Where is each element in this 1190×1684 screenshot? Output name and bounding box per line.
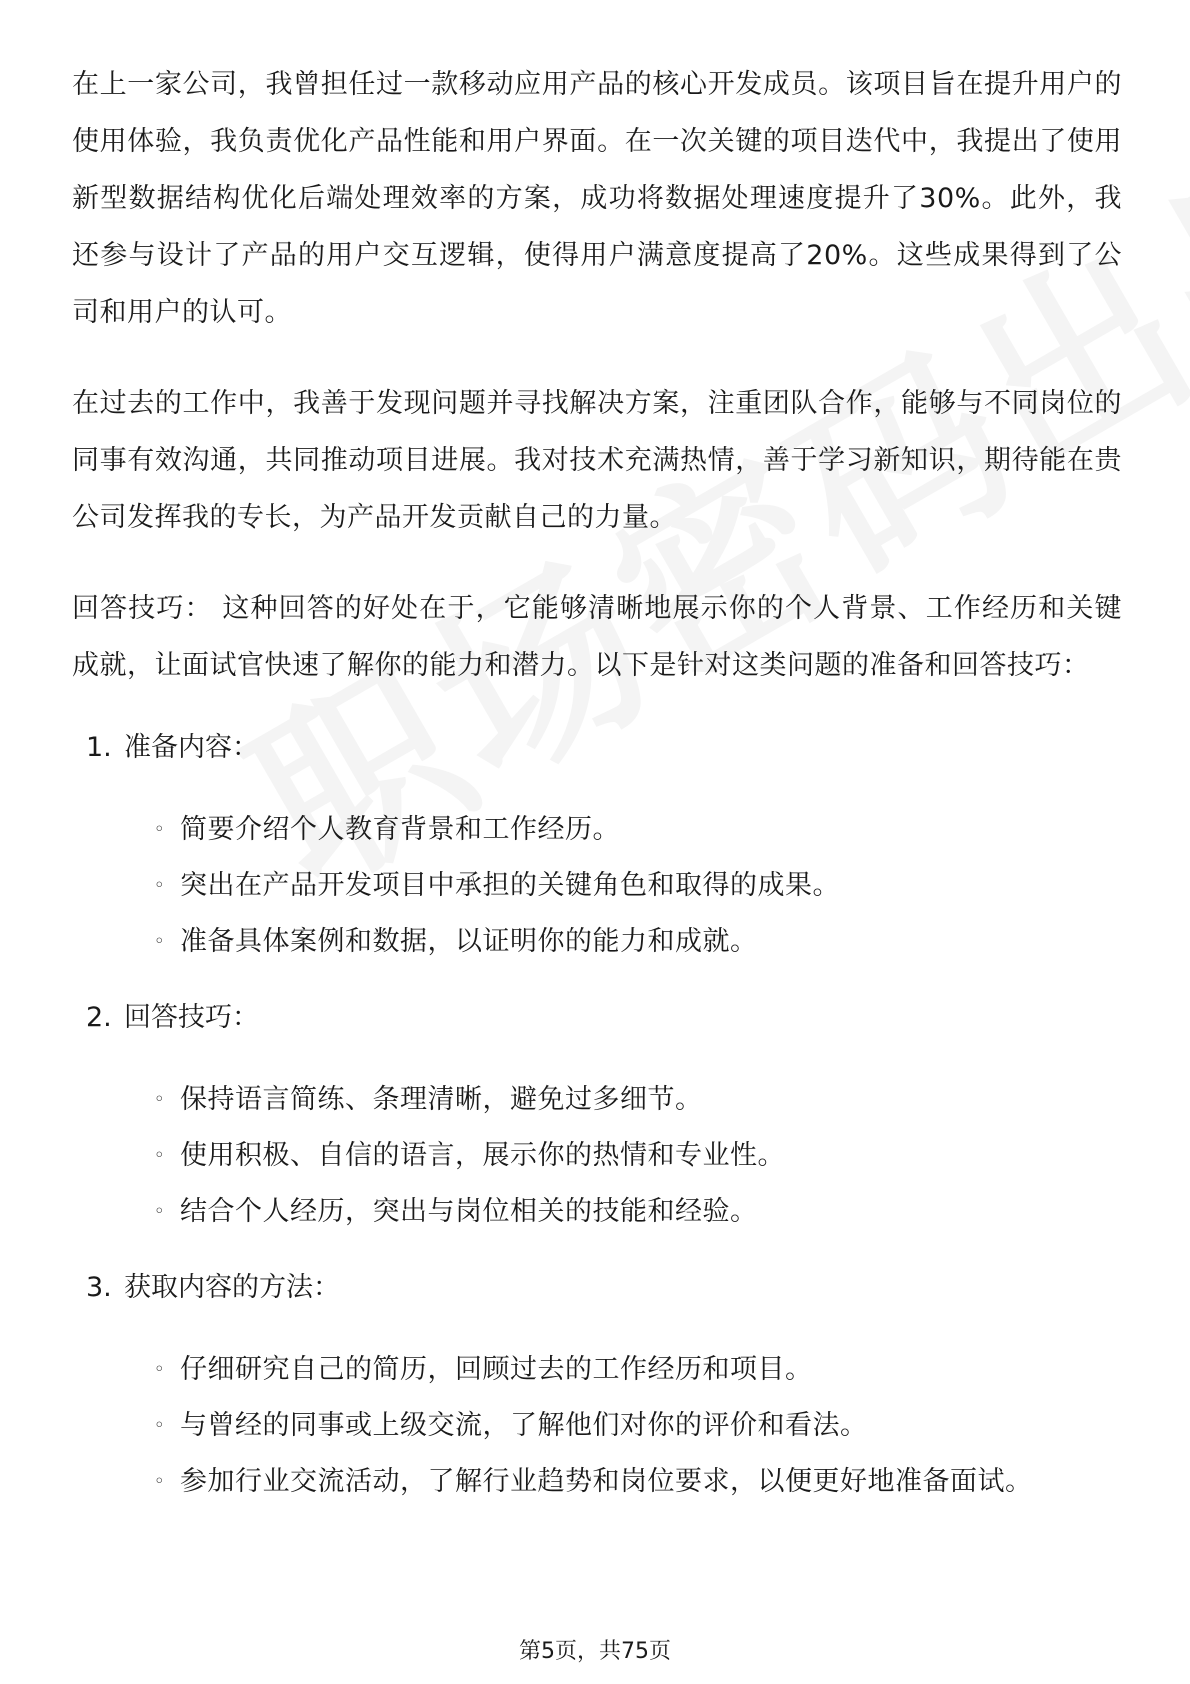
bullet-list xyxy=(72,802,1122,970)
bullet-list xyxy=(72,1072,1122,1240)
bullet-circle-icon: ◦ xyxy=(154,1359,166,1380)
section-prepare-content xyxy=(72,728,1122,970)
list-item xyxy=(154,858,1122,914)
list-item xyxy=(154,1184,1122,1240)
section-answer-tips xyxy=(72,998,1122,1240)
section-number: 2. xyxy=(86,1002,112,1033)
list-item-text: 保持语言简练、条理清晰，避免过多细节。 xyxy=(180,1084,703,1115)
page-footer: 第5页，共75页 xyxy=(519,1639,671,1664)
list-item-text: 突出在产品开发项目中承担的关键角色和取得的成果。 xyxy=(180,870,840,901)
section-title: 获取内容的方法： xyxy=(124,1272,340,1303)
document-body xyxy=(72,56,1122,1538)
list-item-text: 简要介绍个人教育背景和工作经历。 xyxy=(180,814,620,845)
list-item xyxy=(154,802,1122,858)
bullet-circle-icon: ◦ xyxy=(154,931,166,952)
list-item-text: 结合个人经历，突出与岗位相关的技能和经验。 xyxy=(180,1196,758,1227)
list-item-text: 使用积极、自信的语言，展示你的热情和专业性。 xyxy=(180,1140,785,1171)
section-heading xyxy=(86,728,1122,768)
bullet-circle-icon: ◦ xyxy=(154,1201,166,1222)
section-title: 回答技巧： xyxy=(124,1002,259,1033)
section-heading xyxy=(86,1268,1122,1308)
list-item xyxy=(154,1072,1122,1128)
bullet-circle-icon: ◦ xyxy=(154,875,166,896)
bullet-circle-icon: ◦ xyxy=(154,1415,166,1436)
section-number: 1. xyxy=(86,732,112,763)
section-heading xyxy=(86,998,1122,1038)
list-item xyxy=(154,1342,1122,1398)
bullet-circle-icon: ◦ xyxy=(154,1089,166,1110)
bullet-circle-icon: ◦ xyxy=(154,1145,166,1166)
list-item xyxy=(154,1454,1122,1510)
list-item xyxy=(154,914,1122,970)
section-get-content-methods xyxy=(72,1268,1122,1510)
paragraph-experience: 在上一家公司，我曾担任过一款移动应用产品的核心开发成员。该项目旨在提升用户的使用体验，我负责优化产品性能和用户界面。在一次关键的项目迭代中，我提出了使用新型数据结构优化后端处理效率的方案，成功将数据处理速度提升了30%。此外，我还参与设计了产品的用户交互逻辑，使得用户满意度提高了20%。这些成果得到了公司和用户的认可。 xyxy=(72,69,1122,328)
list-item-text: 准备具体案例和数据，以证明你的能力和成就。 xyxy=(180,926,758,957)
list-item-text: 参加行业交流活动，了解行业趋势和岗位要求，以便更好地准备面试。 xyxy=(180,1466,1033,1497)
list-item-text: 与曾经的同事或上级交流，了解他们对你的评价和看法。 xyxy=(180,1410,868,1441)
section-title: 准备内容： xyxy=(124,732,259,763)
paragraph-answer-tips: 回答技巧： 这种回答的好处在于，它能够清晰地展示你的个人背景、工作经历和关键成就，让面试官快速了解你的能力和潜力。以下是针对这类问题的准备和回答技巧： xyxy=(72,593,1122,681)
list-item-text: 仔细研究自己的简历，回顾过去的工作经历和项目。 xyxy=(180,1354,813,1385)
paragraph-strengths: 在过去的工作中，我善于发现问题并寻找解决方案，注重团队合作，能够与不同岗位的同事有效沟通，共同推动项目进展。我对技术充满热情，善于学习新知识，期待能在贵公司发挥我的专长，为产品开发贡献自己的力量。 xyxy=(72,388,1122,533)
list-item xyxy=(154,1398,1122,1454)
section-number: 3. xyxy=(86,1272,112,1303)
bullet-list xyxy=(72,1342,1122,1510)
list-item xyxy=(154,1128,1122,1184)
bullet-circle-icon: ◦ xyxy=(154,1471,166,1492)
bullet-circle-icon: ◦ xyxy=(154,819,166,840)
